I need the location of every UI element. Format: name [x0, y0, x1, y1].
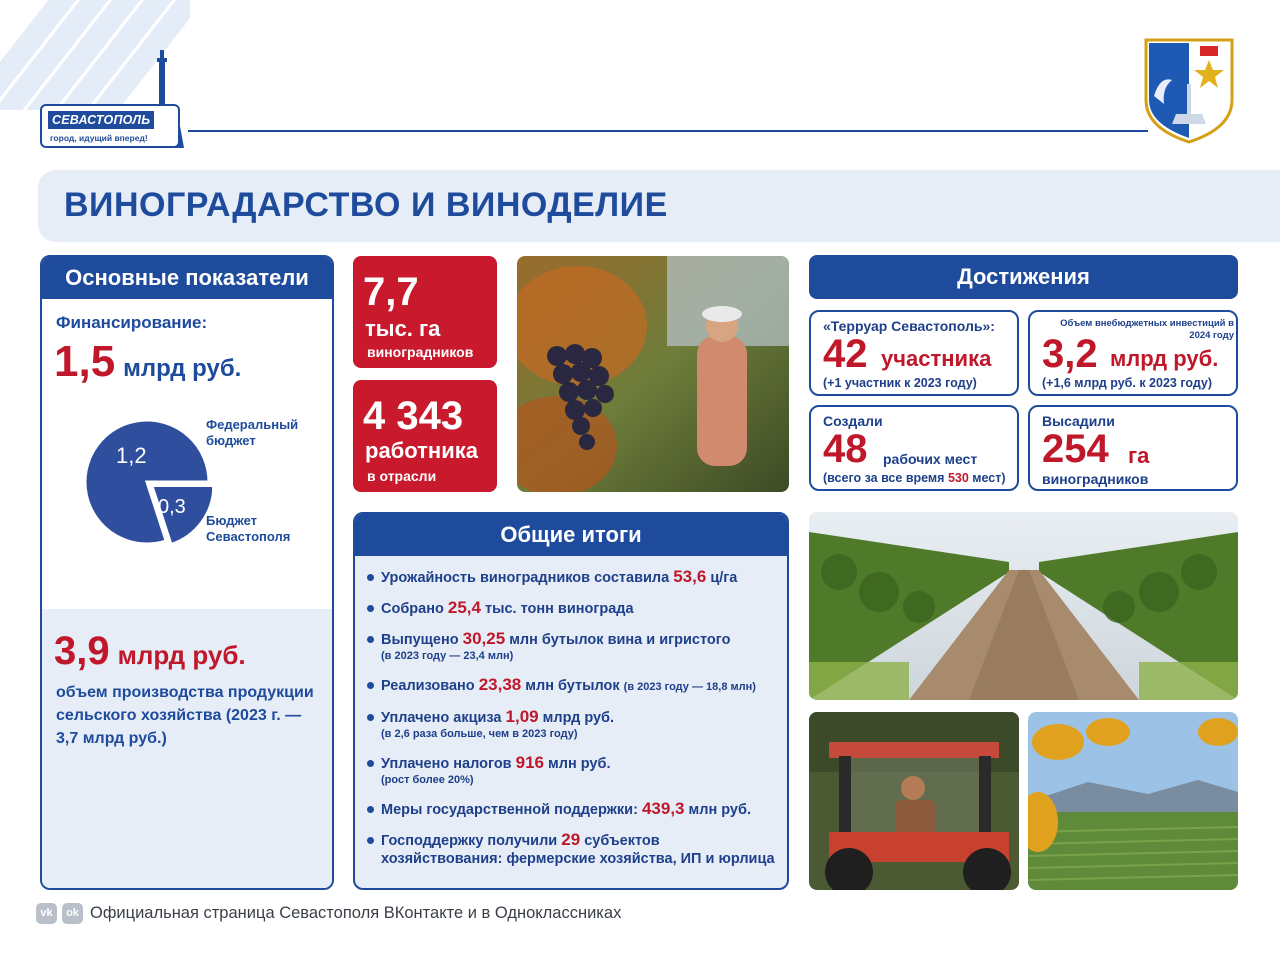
financing-pie-chart: [82, 417, 212, 547]
title-bar: [38, 170, 1280, 242]
page-title: ВИНОГРАДАРСТВО И ВИНОДЕЛИЕ: [64, 186, 668, 224]
list-item: Реализовано 23,38 млн бутылок (в 2023 году — 18,8 млн): [365, 676, 785, 696]
planted-label: Высадили: [1042, 413, 1115, 429]
vineyard-rows-photo: [809, 512, 1238, 700]
achievements-heading: Достижения: [809, 255, 1238, 299]
vineyards-label: виноградников: [367, 344, 474, 360]
jobs-unit: рабочих мест: [883, 451, 978, 467]
valley-photo: [1028, 712, 1238, 890]
list-item: Уплачено акциза 1,09 млрд руб. (в 2,6 раза больше, чем в 2023 году): [365, 708, 785, 742]
planted-foot: виноградников: [1042, 471, 1149, 487]
main-indicators-panel: [40, 255, 334, 890]
achievement-terroir: [809, 310, 1019, 396]
production-value: [54, 629, 246, 674]
achievement-jobs: [809, 405, 1019, 491]
logo-badge: [40, 104, 180, 148]
results-panel: [353, 512, 789, 890]
planted-unit: га: [1128, 443, 1150, 468]
terroir-value: 42: [823, 332, 868, 376]
production-unit: млрд руб.: [117, 640, 246, 670]
results-list: [365, 568, 785, 880]
achievement-planted: [1028, 405, 1238, 491]
main-indicators-heading: Основные показатели: [42, 257, 332, 299]
planted-value: 254: [1042, 427, 1109, 471]
workers-value: 4 343: [363, 394, 464, 438]
odnoklassniki-icon[interactable]: ok: [62, 903, 83, 924]
terroir-foot: (+1 участник к 2023 году): [823, 376, 977, 390]
workers-stat: [353, 380, 497, 492]
production-description: объем производства продукции сельского хозяйства (2023 г. — 3,7 млрд руб.): [56, 684, 314, 747]
list-item: Собрано 25,4 тыс. тонн винограда: [365, 599, 785, 618]
list-item: Уплачено налогов 916 млн руб. (рост более 20%): [365, 754, 785, 788]
financing-unit: млрд руб.: [123, 355, 242, 382]
investment-value: 3,2: [1042, 332, 1098, 376]
financing-number: 1,5: [54, 337, 116, 386]
brand-slogan: город, идущий вперед!: [50, 133, 148, 143]
pie-value-city: 0,3: [158, 496, 186, 518]
production-block: [42, 609, 334, 890]
brand-name: СЕВАСТОПОЛЬ: [48, 111, 154, 129]
investment-foot: (+1,6 млрд руб. к 2023 году): [1042, 376, 1213, 390]
coat-of-arms-icon: [1142, 36, 1236, 144]
results-heading: Общие итоги: [355, 514, 787, 556]
pie-legend-federal: Федеральный бюджет: [206, 417, 299, 448]
vineyards-unit: тыс. га: [365, 316, 441, 341]
jobs-label: Создали: [823, 413, 883, 429]
production-number: 3,9: [54, 629, 110, 673]
achievement-investment: [1028, 310, 1238, 396]
pie-legend-city: Бюджет Севастополя: [206, 513, 291, 544]
footer-text: Официальная страница Севастополя ВКонтакте и в Одноклассниках: [90, 903, 622, 922]
jobs-value: 48: [823, 427, 868, 471]
financing-value: [54, 337, 241, 387]
tractor-photo: [809, 712, 1019, 890]
vineyards-value: 7,7: [363, 270, 419, 314]
pie-value-federal: 1,2: [116, 443, 147, 468]
list-item: Урожайность виноградников составила 53,6 ц/га: [365, 568, 785, 587]
list-item: Выпущено 30,25 млн бутылок вина и игристого (в 2023 году — 23,4 млн): [365, 630, 785, 664]
jobs-foot: (всего за все время 530 мест): [823, 471, 1006, 485]
vineyards-stat: [353, 256, 497, 368]
terroir-unit: участника: [881, 346, 992, 371]
header-divider: [188, 130, 1148, 132]
investment-label: Объем внебюджетных инвестиций в 2024 году: [1060, 318, 1234, 341]
financing-label: Финансирование:: [56, 313, 208, 332]
workers-unit: работника: [365, 438, 478, 463]
terroir-label: «Терруар Севастополь»:: [823, 318, 995, 334]
investment-unit: млрд руб.: [1110, 346, 1219, 371]
list-item: Меры государственной поддержки: 439,3 млн руб.: [365, 800, 785, 819]
grapes-photo: [517, 256, 789, 492]
workers-label: в отрасли: [367, 468, 437, 484]
list-item: Господдержку получили 29 субъектов хозяйствования: фермерские хозяйства, ИП и юрлица: [365, 831, 785, 868]
city-logo[interactable]: [40, 48, 185, 150]
vk-icon[interactable]: vk: [36, 903, 57, 924]
footer: [36, 902, 621, 924]
